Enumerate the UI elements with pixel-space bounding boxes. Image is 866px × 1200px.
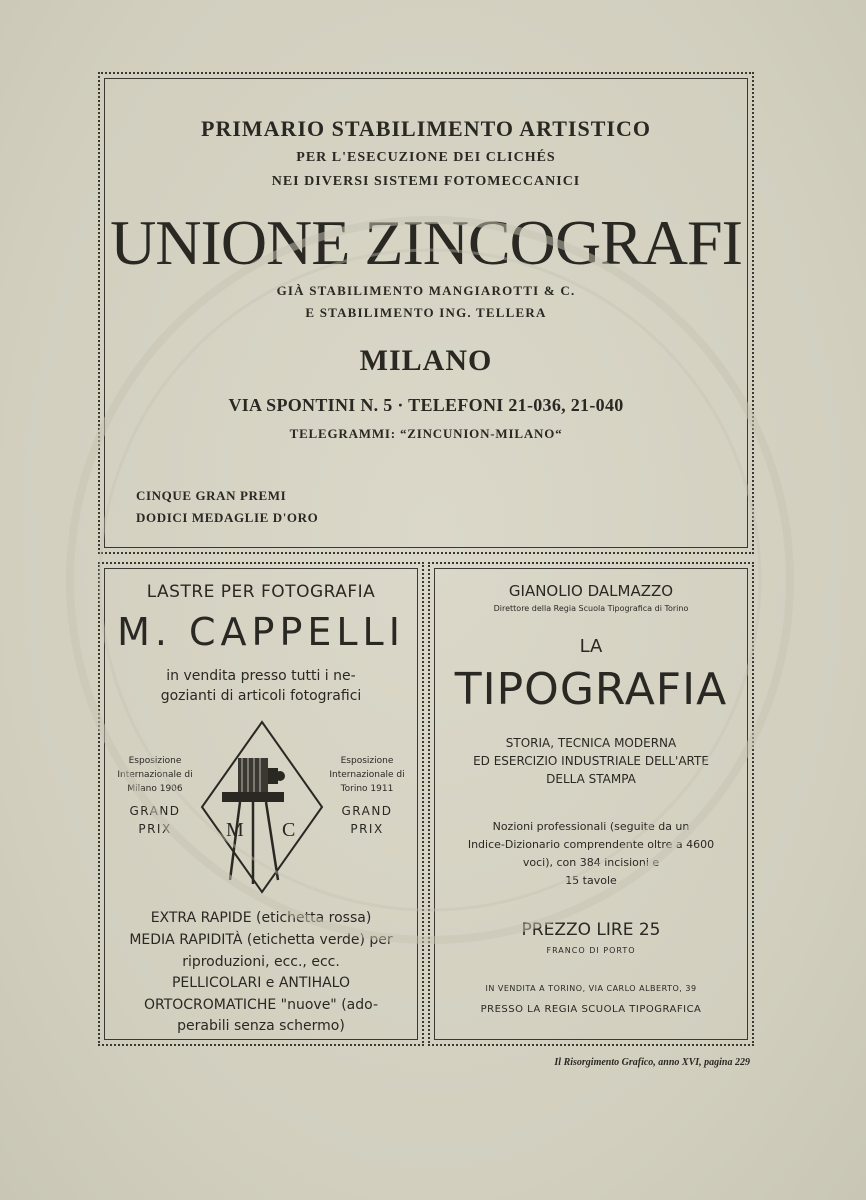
awards-2: DODICI MEDAGLIE D'ORO: [136, 510, 319, 525]
logo-diamond: [202, 722, 322, 892]
logo-letter-m: M: [226, 819, 244, 841]
prize-milano-1: GRAND: [129, 804, 181, 818]
book-subtitle-3: DELLA STAMPA: [546, 772, 636, 786]
product-line-1: EXTRA RAPIDE (etichetta rossa): [150, 910, 372, 926]
expo-milano: [110, 754, 200, 838]
ad-heading: PRIMARIO STABILIMENTO ARTISTICO: [201, 116, 651, 141]
city: MILANO: [359, 344, 493, 377]
prize-torino-1: GRAND: [341, 804, 393, 818]
company-name: UNIONE ZINCOGRAFI: [110, 207, 742, 278]
awards-1: CINQUE GRAN PREMI: [136, 488, 287, 503]
product-line-5: ORTOCROMATICHE "nuove" (ado-: [143, 997, 378, 1013]
ad-subheading-1: PER L'ESECUZIONE DEI CLICHÉS: [296, 150, 556, 165]
book-notes-4: 15 tavole: [565, 874, 617, 887]
book-author: GIANOLIO DALMAZZO: [508, 582, 674, 600]
book-price: PREZZO LIRE 25: [521, 920, 661, 940]
book-notes-3: voci), con 384 incisioni e: [522, 856, 660, 869]
cappelli-header: LASTRE PER FOTOGRAFIA: [146, 582, 376, 602]
product-line-2: MEDIA RAPIDITÀ (etichetta verde) per: [129, 932, 393, 948]
expo-torino-line-2: Internazionale di: [329, 770, 405, 780]
cappelli-brand: M. CAPPELLI: [117, 610, 405, 654]
expo-torino-line-1: Esposizione: [340, 756, 394, 766]
company-former-1: GIÀ STABILIMENTO MANGIAROTTI & C.: [276, 283, 576, 298]
telegram: TELEGRAMMI: “ZINCUNION-MILANO“: [289, 426, 563, 441]
book-sale-2: PRESSO LA REGIA SCUOLA TIPOGRAFICA: [480, 1004, 702, 1015]
cappelli-desc-1: in vendita presso tutti i ne-: [166, 668, 356, 684]
expo-torino: [322, 754, 412, 838]
tipografia-ad: [428, 562, 754, 1046]
camera-logo: [200, 720, 324, 894]
book-shipping: FRANCO DI PORTO: [546, 946, 636, 955]
company-former-2: E STABILIMENTO ING. TELLERA: [305, 305, 547, 320]
logo-letter-c: C: [282, 819, 296, 841]
book-notes-1: Nozioni professionali (seguite da un: [492, 820, 690, 833]
prize-milano-2: PRIX: [138, 822, 172, 836]
book-subtitle-2: ED ESERCIZIO INDUSTRIALE DELL'ARTE: [473, 754, 709, 768]
product-line-6: perabili senza schermo): [177, 1018, 345, 1034]
expo-milano-line-1: Esposizione: [128, 756, 182, 766]
book-notes-2: Indice-Dizionario comprendente oltre a 4600: [467, 838, 715, 851]
zincografi-ad: [98, 72, 754, 554]
ad-subheading-2: NEI DIVERSI SISTEMI FOTOMECCANICI: [271, 174, 581, 189]
expo-milano-line-2: Internazionale di: [117, 770, 193, 780]
book-sale-1: IN VENDITA A TORINO, VIA CARLO ALBERTO, 39: [485, 984, 697, 993]
page-footer: Il Risorgimento Grafico, anno XVI, pagina 229: [554, 1057, 750, 1068]
product-line-4: PELLICOLARI e ANTIHALO: [171, 975, 351, 991]
expo-torino-line-3: Torino 1911: [340, 784, 394, 794]
cappelli-ad: [98, 562, 424, 1046]
address: VIA SPONTINI N. 5 · TELEFONI 21-036, 21-040: [228, 395, 624, 415]
expo-milano-line-3: Milano 1906: [127, 784, 183, 794]
product-line-3: riproduzioni, ecc., ecc.: [182, 954, 340, 970]
book-title-article: LA: [579, 636, 603, 657]
cappelli-desc-2: gozianti di articoli fotografici: [160, 688, 362, 704]
prize-torino-2: PRIX: [350, 822, 384, 836]
book-title: TIPOGRAFIA: [454, 664, 728, 715]
book-subtitle-1: STORIA, TECNICA MODERNA: [505, 736, 677, 750]
book-author-role: Direttore della Regia Scuola Tipografica di Torino: [493, 604, 689, 613]
